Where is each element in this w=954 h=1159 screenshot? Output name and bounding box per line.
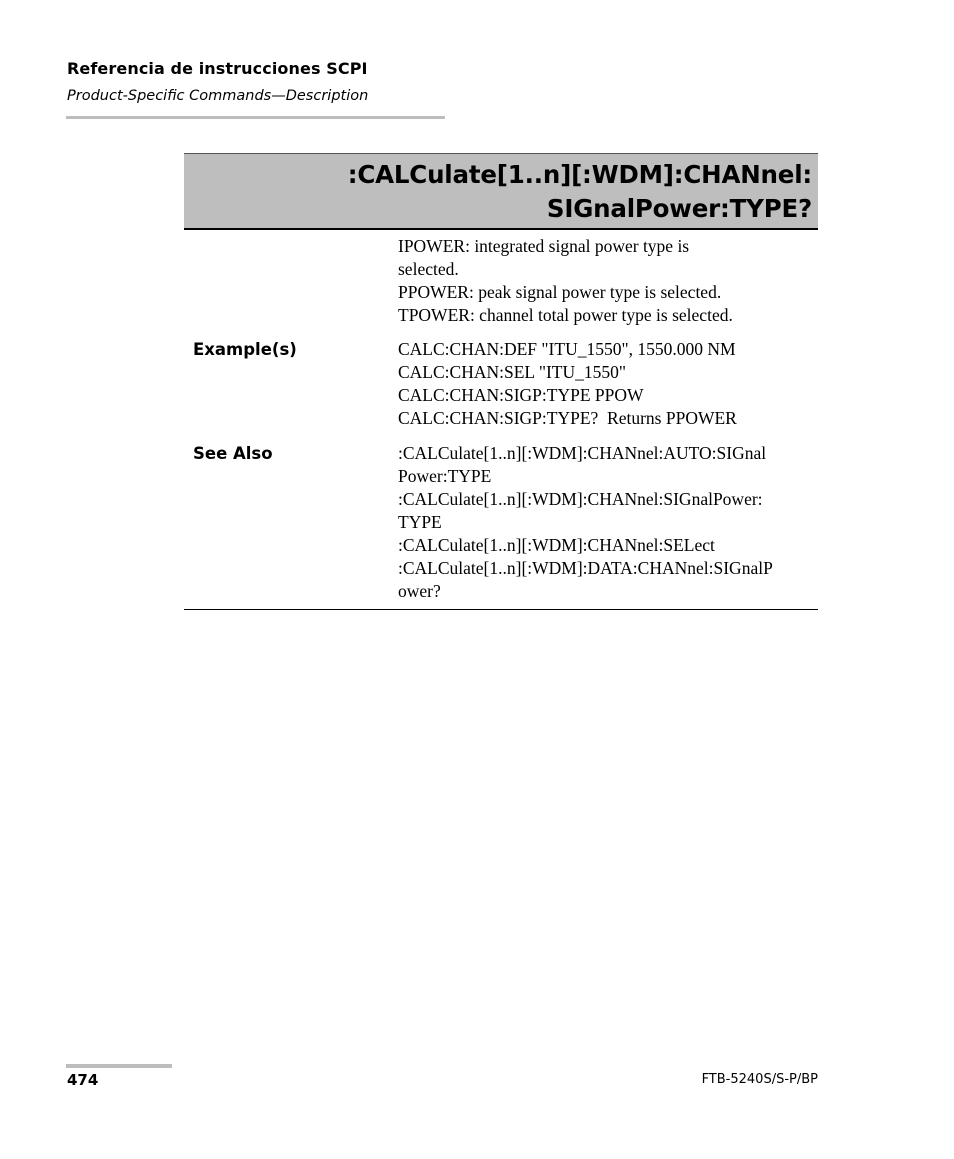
see-also-row xyxy=(184,430,818,603)
values-line: PPOWER: peak signal power type is selected. xyxy=(398,282,722,302)
product-code: FTB-5240S/S-P/BP xyxy=(701,1072,818,1087)
example-line: CALC:CHAN:SIGP:TYPE? Returns PPOWER xyxy=(398,408,737,428)
command-banner xyxy=(184,153,818,230)
example-line: CALC:CHAN:SIGP:TYPE PPOW xyxy=(398,385,644,405)
example-line: CALC:CHAN:DEF "ITU_1550", 1550.000 NM xyxy=(398,339,736,359)
example-line: CALC:CHAN:SEL "ITU_1550" xyxy=(398,362,627,382)
header-rule xyxy=(66,116,445,119)
running-header xyxy=(67,58,447,106)
values-text xyxy=(398,235,818,327)
command-title xyxy=(348,158,812,226)
see-also-text xyxy=(398,442,818,603)
values-line: IPOWER: integrated signal power type is xyxy=(398,236,690,256)
see-also-line: :CALCulate[1..n][:WDM]:DATA:CHANnel:SIGnalP xyxy=(398,558,773,578)
see-also-line: TYPE xyxy=(398,512,442,532)
see-also-line: Power:TYPE xyxy=(398,466,492,486)
command-title-line-2: SIGnalPower:TYPE? xyxy=(546,194,812,223)
examples-label: Example(s) xyxy=(193,340,297,359)
see-also-line: :CALCulate[1..n][:WDM]:CHANnel:SELect xyxy=(398,535,715,555)
see-also-label: See Also xyxy=(193,444,273,463)
see-also-line: :CALCulate[1..n][:WDM]:CHANnel:AUTO:SIGnal xyxy=(398,443,767,463)
values-line: selected. xyxy=(398,259,459,279)
values-line: TPOWER: channel total power type is selected. xyxy=(398,305,733,325)
content-table xyxy=(184,231,818,610)
values-row xyxy=(184,231,818,327)
see-also-line: ower? xyxy=(398,581,441,601)
command-title-line-1: :CALCulate[1..n][:WDM]:CHANnel: xyxy=(347,160,812,189)
header-title: Referencia de instrucciones SCPI xyxy=(67,59,368,78)
header-subtitle: Product-Specific Commands—Description xyxy=(67,88,369,104)
examples-row xyxy=(184,327,818,430)
footer-rule xyxy=(66,1064,172,1068)
see-also-line: :CALCulate[1..n][:WDM]:CHANnel:SIGnalPower: xyxy=(398,489,763,509)
table-bottom-rule xyxy=(184,609,818,610)
page-number: 474 xyxy=(67,1071,99,1089)
examples-text xyxy=(398,338,818,430)
